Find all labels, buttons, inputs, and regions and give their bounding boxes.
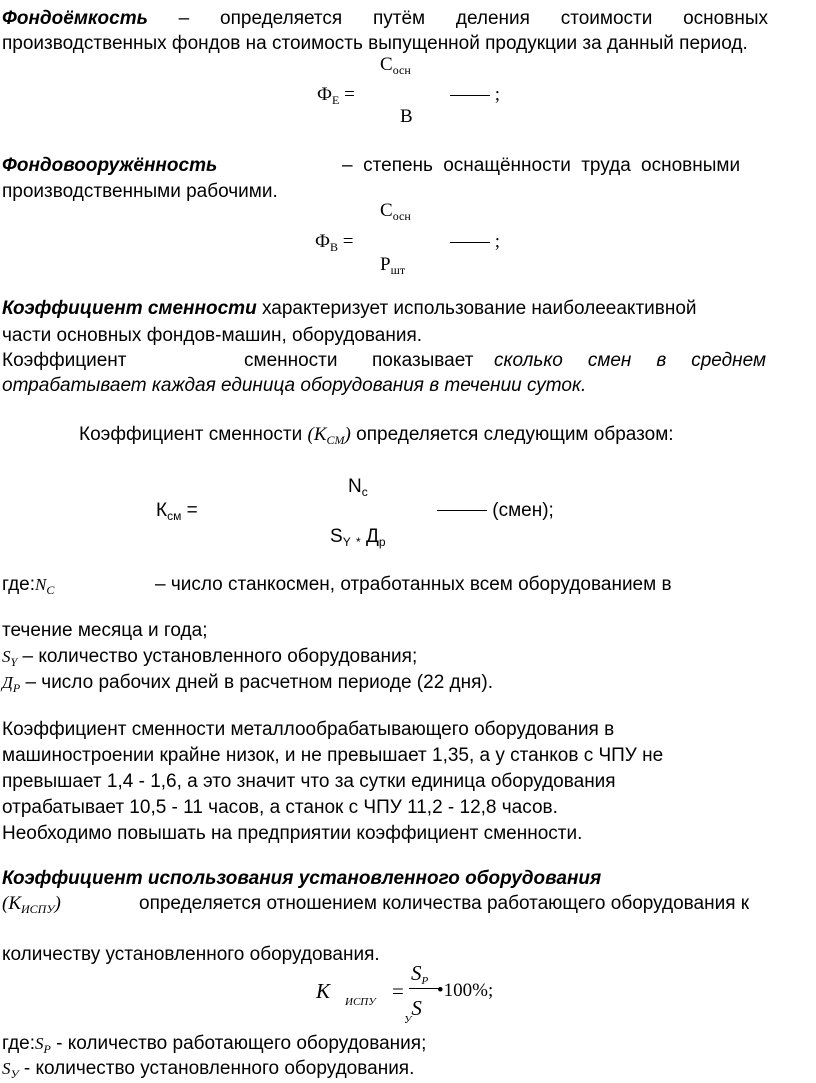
smennost-line3: Коэффициент сменности показывает сколько смен в среднем <box>2 350 766 371</box>
smennost-dr: $Д_Р$ – число рабочих дней в расчетном периоде (22 дня). <box>2 672 494 695</box>
ispolz-sy: $S_У$ - количество установленного оборудования. <box>2 1058 415 1081</box>
fondovooruzh-line2: производственными рабочими. <box>2 181 278 202</box>
smennost-nc-cont: течение месяца и года; <box>2 620 208 641</box>
smennost-definition: Коэффициент сменности $(K_{СМ})$ определяется следующим образом: <box>79 424 674 447</box>
smennost-line2: части основных фондов-машин, оборудования. <box>2 325 423 346</box>
paragraph-line: отрабатывает 10,5 - 11 часов, а станок с ЧПУ 11,2 - 12,8 часов. <box>2 797 558 818</box>
smennost-line4: отрабатывает каждая единица оборудования в течении суток. <box>2 375 587 396</box>
fondoemkost-text: определяется путём деления стоимости основных <box>220 8 768 29</box>
paragraph-line: машиностроении крайне низок, и не превышает 1,35, а у станков с ЧПУ не <box>2 745 664 766</box>
fondoemkost-term: Фондоёмкость <box>2 8 148 29</box>
smennost-nc-desc: – число станкосмен, отработанных всем оборудованием в <box>155 574 672 595</box>
fondovooruzh-line1: Фондовооружённость – степень оснащённости труда основными <box>2 155 741 176</box>
paragraph-line: Необходимо повышать на предприятии коэффициент сменности. <box>2 823 583 844</box>
fondoemkost-sep: – <box>178 8 190 29</box>
fondoemkost-line1 <box>2 8 768 30</box>
ispolz-term: Коэффициент использования установленного оборудования <box>2 868 602 889</box>
ispolz-line3: количеству установленного оборудования. <box>2 944 380 965</box>
fondoemkost-line2: производственных фондов на стоимость выпущенной продукции за данный период. <box>2 33 748 54</box>
ispolz-line2-rest: определяется отношением количества работающего оборудования к <box>139 893 750 914</box>
smennost-line1: Коэффициент сменности характеризует использование наиболееактивной <box>2 298 697 319</box>
smennost-where-nc: $где:N_C$ <box>2 574 55 597</box>
smennost-term: Коэффициент сменности <box>2 298 257 319</box>
ispolz-where-sp: $где:S_Р$ - количество работающего оборудования; <box>2 1033 427 1056</box>
paragraph-line: превышает 1,4 - 1,6, а это значит что за сутки единица оборудования <box>2 771 616 792</box>
paragraph-line: Коэффициент сменности металлообрабатывающего оборудования в <box>2 719 615 740</box>
smennost-paragraph <box>2 717 663 847</box>
ispolz-line2: $(K_{ИСПУ})$ <box>2 893 61 916</box>
smennost-sy: $S_Y$ – количество установленного оборудования; <box>2 646 418 669</box>
fondovooruzh-term: Фондовооружённость <box>2 155 218 176</box>
